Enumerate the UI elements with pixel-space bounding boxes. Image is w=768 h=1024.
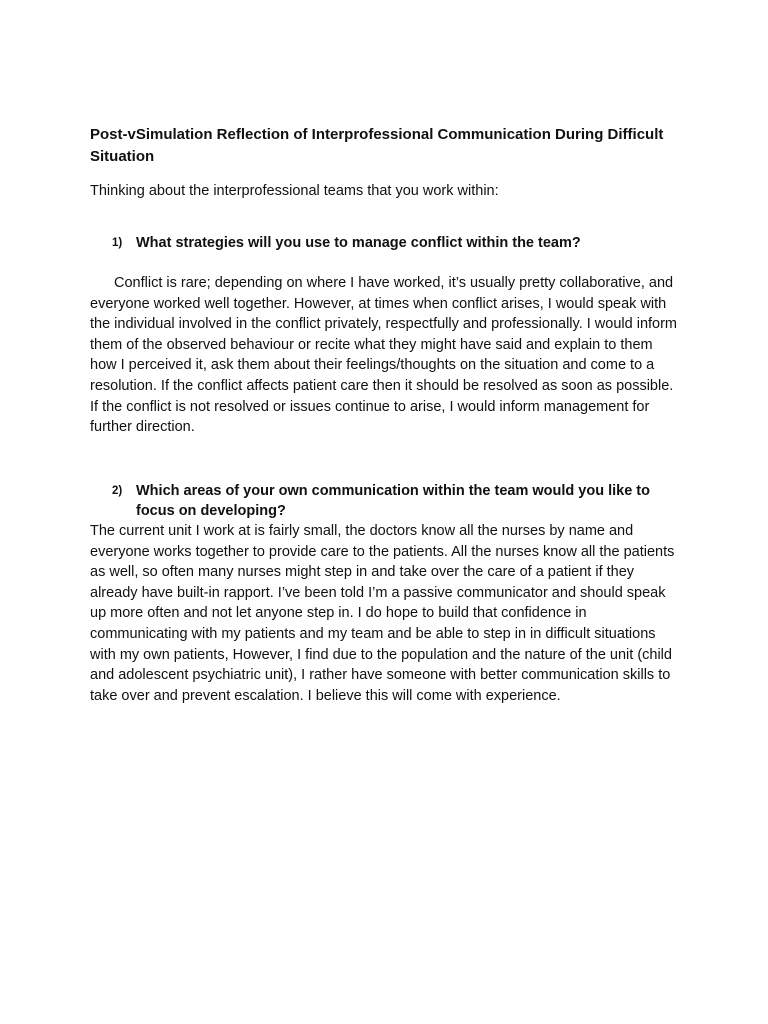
question-1-text: What strategies will you use to manage conflict within the team? (136, 235, 581, 251)
question-1 (112, 233, 682, 253)
answer-1: Conflict is rare; depending on where I have worked, it’s usually pretty collaborative, and everyone worked well together. However, at times when conflict arises, I would speak with the individual involved in the conflict privately, respectfully and professionally. I would inform them of the observed behaviour or recite what they might have said and explain to them how I perceived it, ask them about their feelings/thoughts on the situation and come to a resolution. If the conflict affects patient care then it should be resolved as soon as possible. If the conflict is not resolved or issues continue to arise, I would inform management for further direction. (90, 275, 678, 436)
document-title: Post-vSimulation Reflection of Interprofessional Communication During Difficult Situation (90, 126, 664, 165)
question-2 (112, 481, 682, 521)
question-2-number: 2) (112, 485, 123, 497)
question-1-number: 1) (112, 237, 123, 249)
question-2-text: Which areas of your own communication within the team would you like to focus on developing? (136, 483, 650, 519)
intro-text: Thinking about the interprofessional teams that you work within: (90, 183, 499, 199)
answer-2: The current unit I work at is fairly small, the doctors know all the nurses by name and everyone works together to provide care to the patients. All the nurses know all the patients as well, so often many nurses might step in and take over the care of a patient if they already have built-in rapport. I’ve been told I’m a passive communicator and should speak up more often and not let anyone step in. I do hope to build that confidence in communicating with my patients and my team and be able to step in in difficult situations with my own patients, However, I find due to the population and the nature of the unit (child and adolescent psychiatric unit), I rather have someone with better communication skills to take over and prevent escalation. I believe this will come with experience. (90, 523, 675, 704)
